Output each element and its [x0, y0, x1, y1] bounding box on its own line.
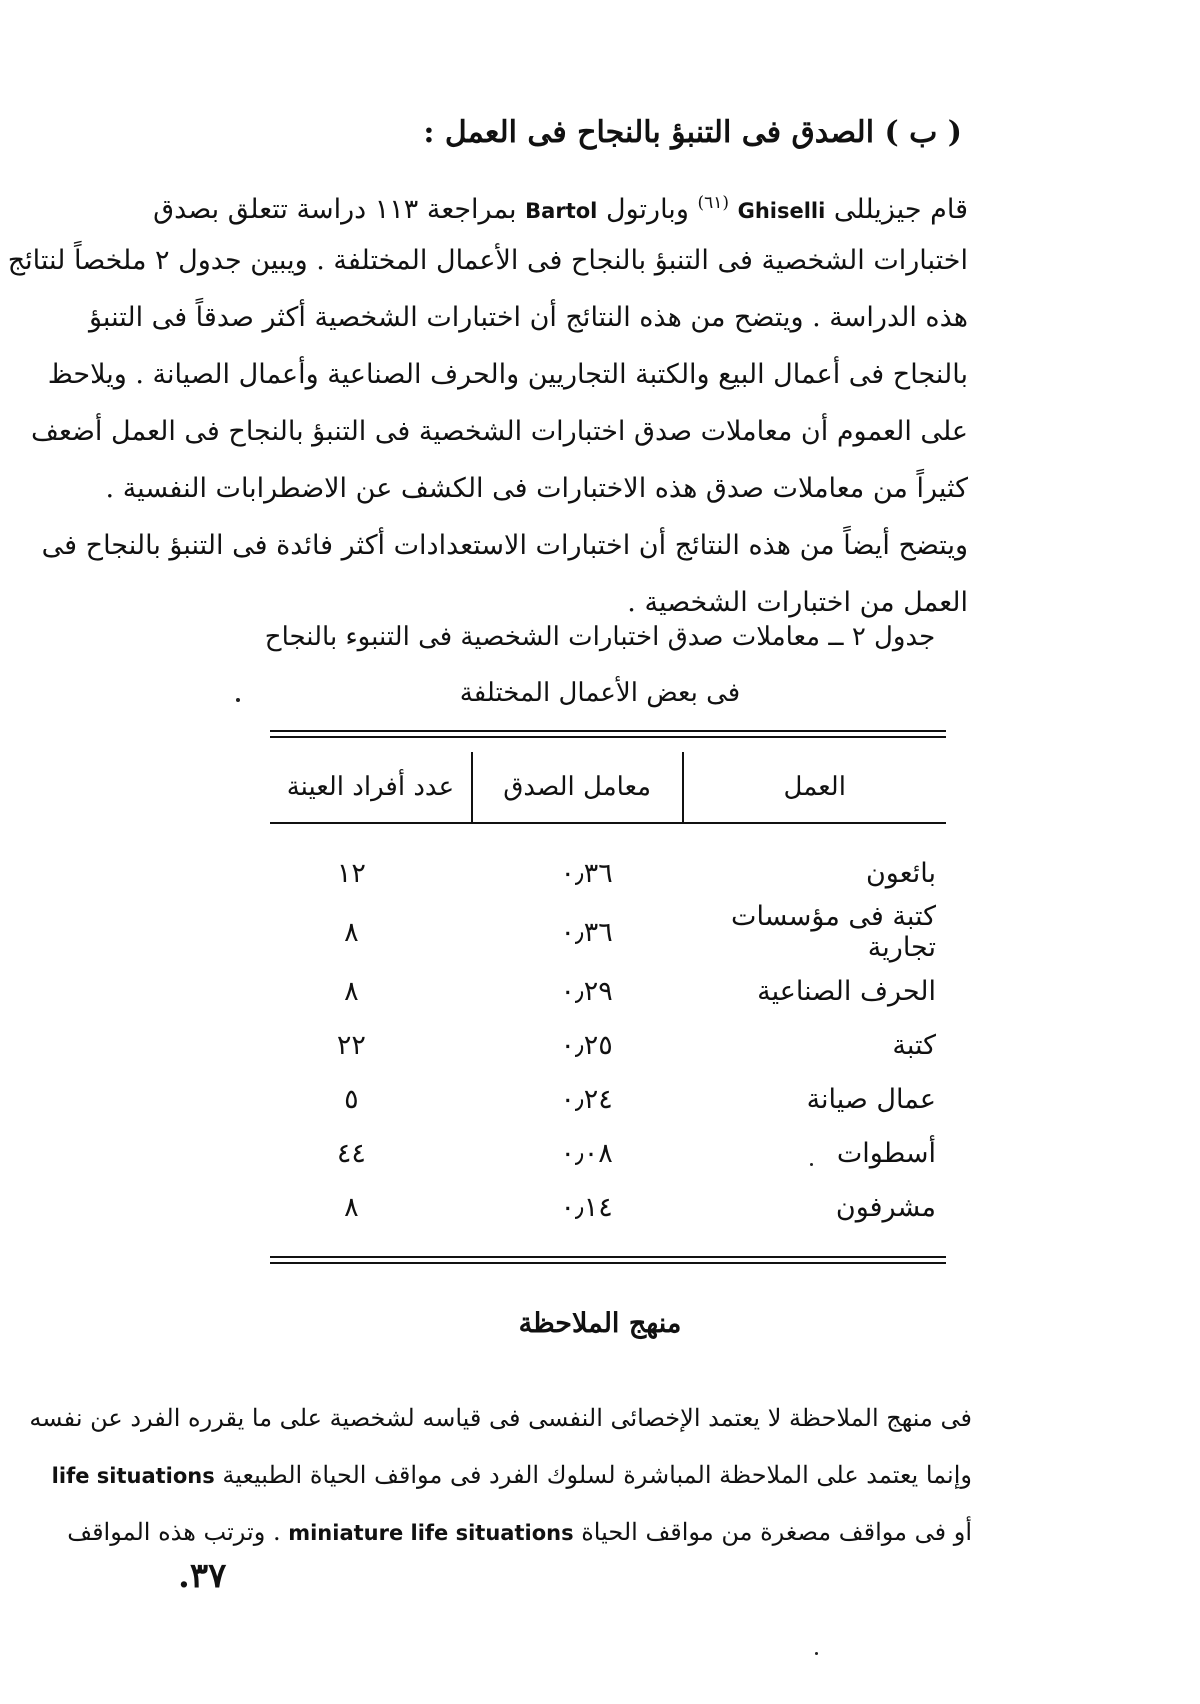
cell-job: بائعون [865, 857, 936, 889]
table-top-rule [270, 730, 946, 732]
intro-paragraph [7, 175, 968, 631]
cell-sample-size: ٨ [344, 916, 359, 948]
table-bottom-rule [270, 1262, 946, 1264]
scan-speck [236, 698, 240, 702]
observation-paragraph [29, 1390, 972, 1561]
cell-sample-size: ٥ [344, 1083, 359, 1115]
author-name-ghiselli: Ghiselli [737, 199, 826, 223]
page-number: ٣٧. [178, 1556, 227, 1596]
cell-sample-size: ٨ [344, 1191, 359, 1223]
paragraph-line: بالنجاح فى أعمال البيع والكتبة التجاريين والحرف الصناعية وأعمال الصيانة . ويلاحظ [47, 359, 968, 390]
author-name-bartol: Bartol [525, 199, 598, 223]
cell-job: أسطوات [836, 1137, 936, 1169]
cell-sample-size: ٤٤ [336, 1137, 366, 1169]
table-row [270, 1072, 946, 1126]
line-text: وبارتول [605, 194, 689, 225]
line-text: أو فى مواقف مصغرة من مواقف الحياة [581, 1518, 972, 1546]
cell-coefficient: ٠٫١٤ [560, 1191, 613, 1223]
cell-coefficient: ٠٫٣٦ [560, 857, 613, 889]
cell-job: كتبة فى مؤسسات تجارية [731, 901, 936, 963]
paragraph-line: فى منهج الملاحظة لا يعتمد الإخصائى النفسى فى قياسه لشخصية على ما يقرره الفرد عن نفسه [29, 1404, 972, 1432]
table-caption: جدول ٢ ــ معاملات صدق اختبارات الشخصية فى التنبوء بالنجاح [264, 622, 936, 652]
english-term: life situations [51, 1464, 215, 1488]
cell-job: عمال صيانة [806, 1083, 936, 1115]
scan-speck [810, 1163, 813, 1166]
reference-number: (٦١) [697, 193, 729, 213]
paragraph-line [67, 1504, 972, 1561]
section-heading: ( ب ) الصدق فى التنبؤ بالنجاح فى العمل : [423, 115, 962, 150]
cell-sample-size: ٨ [344, 975, 359, 1007]
table-row [270, 964, 946, 1018]
paragraph-line [51, 1447, 972, 1504]
header-coefficient: معامل الصدق [472, 752, 683, 823]
table-bottom-rule [270, 1256, 946, 1258]
paragraph-line: ويتضح أيضاً من هذه النتائج أن اختبارات الاستعدادات أكثر فائدة فى التنبؤ بالنجاح فى [41, 530, 968, 561]
scan-speck [815, 1652, 818, 1655]
section-title-observation: منهج الملاحظة [518, 1308, 682, 1339]
validity-table-grid [270, 752, 946, 1234]
cell-job: مشرفون [835, 1191, 936, 1223]
table-row [270, 846, 946, 900]
paragraph-line: العمل من اختبارات الشخصية . [627, 587, 968, 618]
cell-coefficient: ٠٫٢٥ [560, 1029, 613, 1061]
table-row [270, 1018, 946, 1072]
cell-sample-size: ١٢ [336, 857, 366, 889]
table-caption-subtitle: فى بعض الأعمال المختلفة [459, 678, 741, 708]
cell-job: الحرف الصناعية [757, 975, 936, 1007]
header-job: العمل [783, 772, 846, 802]
line-text: قام جيزيللى [833, 194, 968, 225]
paragraph-line: هذه الدراسة . ويتضح من هذه النتائج أن اختبارات الشخصية أكثر صدقاً فى التنبؤ [88, 302, 968, 333]
cell-sample-size: ٢٢ [336, 1029, 366, 1061]
paragraph-line [153, 175, 968, 232]
table-row [270, 1126, 946, 1180]
header-sample-size: عدد أفراد العينة [286, 772, 455, 802]
paragraph-line: اختبارات الشخصية فى التنبؤ بالنجاح فى الأعمال المختلفة . ويبين جدول ٢ ملخصاً لنتائج [7, 245, 968, 276]
english-term: miniature life situations [288, 1521, 574, 1545]
cell-job: كتبة [892, 1029, 936, 1061]
cell-coefficient: ٠٫٠٨ [560, 1137, 613, 1169]
cell-coefficient: ٠٫٢٩ [560, 975, 613, 1007]
table-row [270, 1180, 946, 1234]
cell-coefficient: ٠٫٢٤ [560, 1083, 613, 1115]
table-row [270, 900, 946, 964]
line-text: وإنما يعتمد على الملاحظة المباشرة لسلوك الفرد فى مواقف الحياة الطبيعية [222, 1461, 972, 1489]
cell-coefficient: ٠٫٣٦ [560, 916, 613, 948]
paragraph-line: كثيراً من معاملات صدق هذه الاختبارات فى الكشف عن الاضطرابات النفسية . [105, 473, 968, 504]
line-text: . وترتب هذه المواقف [67, 1518, 281, 1546]
table-top-rule [270, 736, 946, 738]
line-text: بمراجعة ١١٣ دراسة تتعلق بصدق [153, 194, 517, 225]
paragraph-line: على العموم أن معاملات صدق اختبارات الشخصية فى التنبؤ بالنجاح فى العمل أضعف [31, 416, 968, 447]
